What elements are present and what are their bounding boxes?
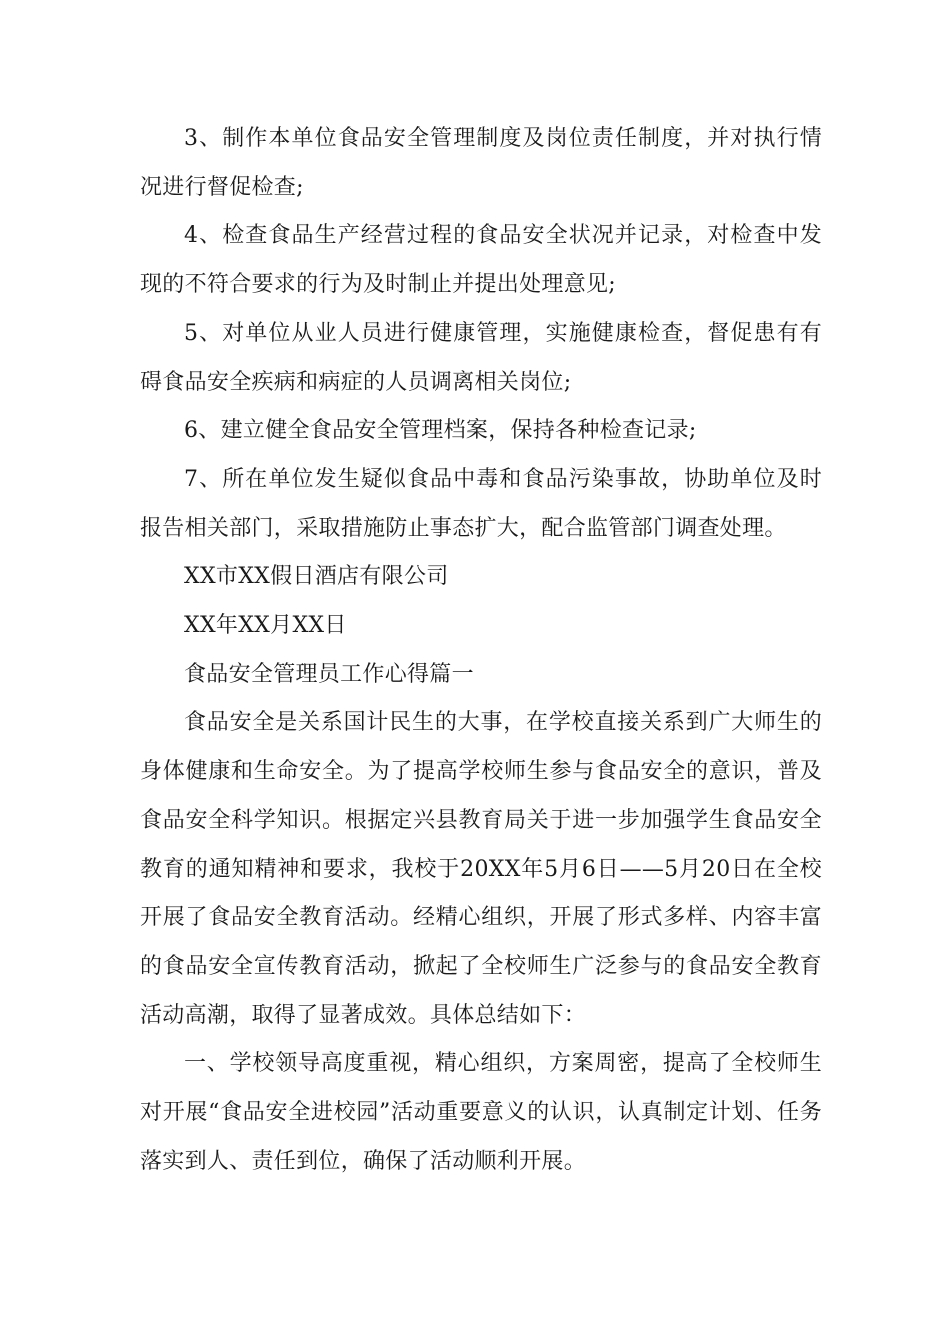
section-title: 食品安全管理员工作心得篇一 — [184, 661, 474, 687]
paragraph-item-6: 6、建立健全食品安全管理档案，保持各种检查记录; — [184, 418, 697, 444]
document-date: XX年XX月XX日 — [184, 613, 347, 639]
document-page — [140, 115, 822, 1186]
paragraph-item-7: 7、所在单位发生疑似食品中毒和食品污染事故，协助单位及时报告相关部门，采取措施防止事态扩大，配合监管部门调查处理。 — [140, 466, 822, 541]
paragraph-item-5: 5、对单位从业人员进行健康管理，实施健康检查，督促患有有碍食品安全疾病和病症的人员调离相关岗位; — [140, 320, 822, 395]
paragraph-item-4: 4、检查食品生产经营过程的食品安全状况并记录，对检查中发现的不符合要求的行为及时制止并提出处理意见; — [140, 223, 822, 298]
paragraph-item-3: 3、制作本单位食品安全管理制度及岗位责任制度，并对执行情况进行督促检查; — [140, 126, 822, 200]
intro-paragraph: 食品安全是关系国计民生的大事，在学校直接关系到广大师生的身体健康和生命安全。为了提高学校师生参与食品安全的意识，普及食品安全科学知识。根据定兴县教育局关于进一步加强学生食品安全教育的通知精神和要求，我校于20XX年5月6日——5月20日在全校开展了食品安全教育活动。经精心组织，开展了形式多样、内容丰富的食品安全宣传教育活动，掀起了全校师生广泛参与的食品安全教育活动高潮，取得了显著成效。具体总结如下： — [140, 710, 822, 1028]
company-name: XX市XX假日酒店有限公司 — [184, 564, 449, 590]
point-one-paragraph: 一、学校领导高度重视，精心组织，方案周密，提高了全校师生对开展“食品安全进校园”活动重要意义的认识，认真制定计划、任务落实到人、责任到位，确保了活动顺利开展。 — [140, 1051, 822, 1174]
